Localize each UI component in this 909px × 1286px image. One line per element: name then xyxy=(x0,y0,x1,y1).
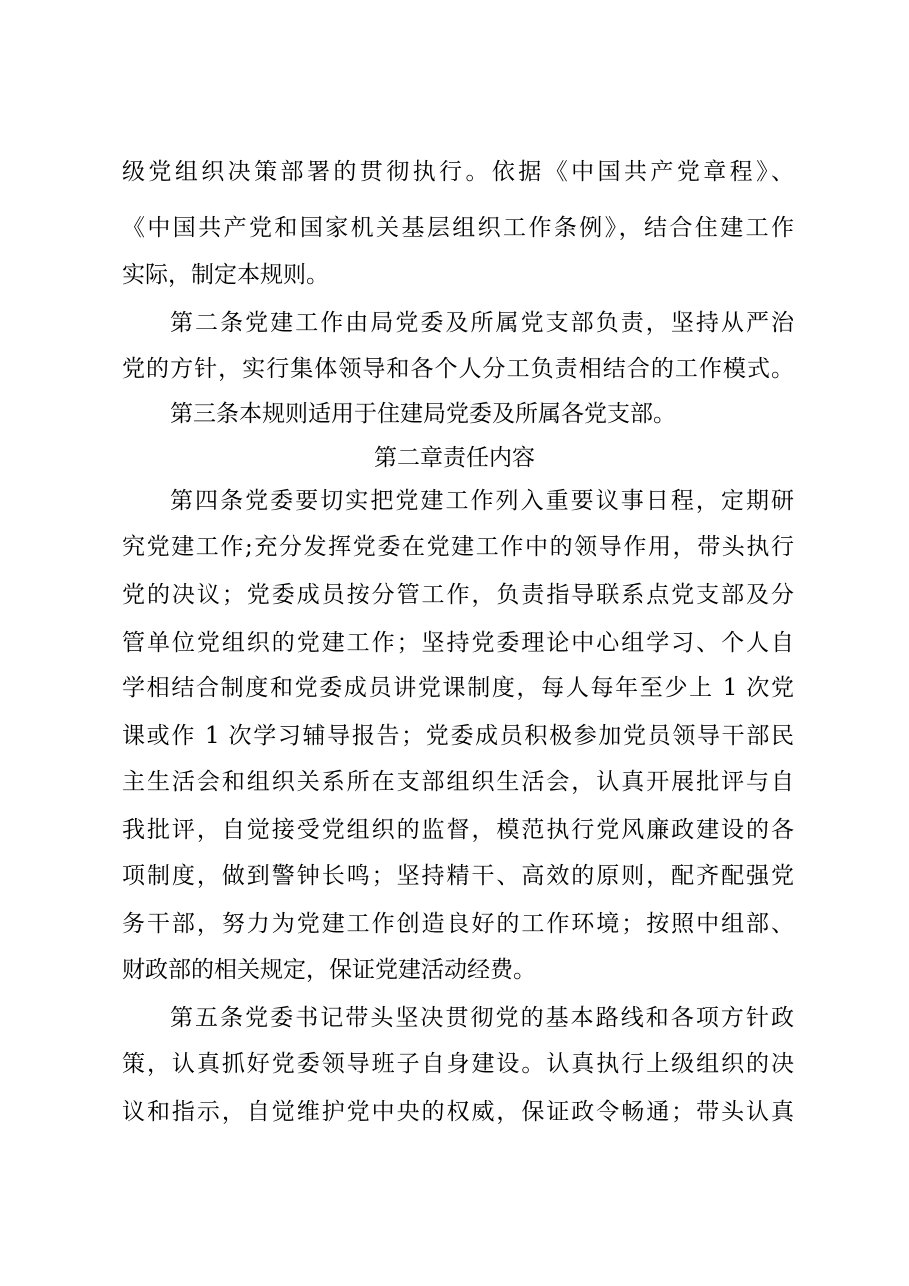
paragraph-line: 究党建工作;充分发挥党委在党建工作中的领导作用，带头执行 xyxy=(122,534,794,560)
paragraph-line: 级党组织决策部署的贯彻执行。依据《中国共产党章程》、 xyxy=(122,159,794,185)
paragraph-line: 党的决议；党委成员按分管工作，负责指导联系点党支部及分 xyxy=(122,582,794,608)
paragraph-line: 党的方针，实行集体领导和各个人分工负责相结合的工作模式。 xyxy=(122,356,794,382)
chapter-heading: 第二章责任内容 xyxy=(374,445,535,471)
paragraph-line: 财政部的相关规定，保证党建活动经费。 xyxy=(122,957,536,983)
paragraph-line: 学相结合制度和党委成员讲党课制度，每人每年至少上 1 次党 xyxy=(122,675,794,701)
paragraph-line: 策，认真抓好党委领导班子自身建设。认真执行上级组织的决 xyxy=(122,1051,794,1077)
paragraph-line: 我批评，自觉接受党组织的监督，模范执行党风廉政建设的各 xyxy=(122,817,794,843)
paragraph-line: 第二条党建工作由局党委及所属党支部负责，坚持从严治 xyxy=(170,310,794,336)
paragraph-line: 项制度，做到警钟长鸣；坚持精干、高效的原则，配齐配强党 xyxy=(122,863,794,889)
paragraph-line: 议和指示，自觉维护党中央的权威，保证政令畅通；带头认真 xyxy=(122,1099,794,1125)
paragraph-line: 《中国共产党和国家机关基层组织工作条例》，结合住建工作 xyxy=(122,215,794,241)
paragraph-line: 第三条本规则适用于住建局党委及所属各党支部。 xyxy=(170,401,676,427)
paragraph-line: 实际，制定本规则。 xyxy=(122,262,329,288)
paragraph-line: 第四条党委要切实把党建工作列入重要议事日程，定期研 xyxy=(170,488,794,514)
paragraph-line: 管单位党组织的党建工作；坚持党委理论中心组学习、个人自 xyxy=(122,630,794,656)
paragraph-line: 第五条党委书记带头坚决贯彻党的基本路线和各项方针政 xyxy=(170,1005,794,1031)
paragraph-line: 务干部，努力为党建工作创造良好的工作环境；按照中组部、 xyxy=(122,911,794,937)
paragraph-line: 课或作 1 次学习辅导报告；党委成员积极参加党员领导干部民 xyxy=(122,723,794,749)
paragraph-line: 主生活会和组织关系所在支部组织生活会，认真开展批评与自 xyxy=(122,769,794,795)
